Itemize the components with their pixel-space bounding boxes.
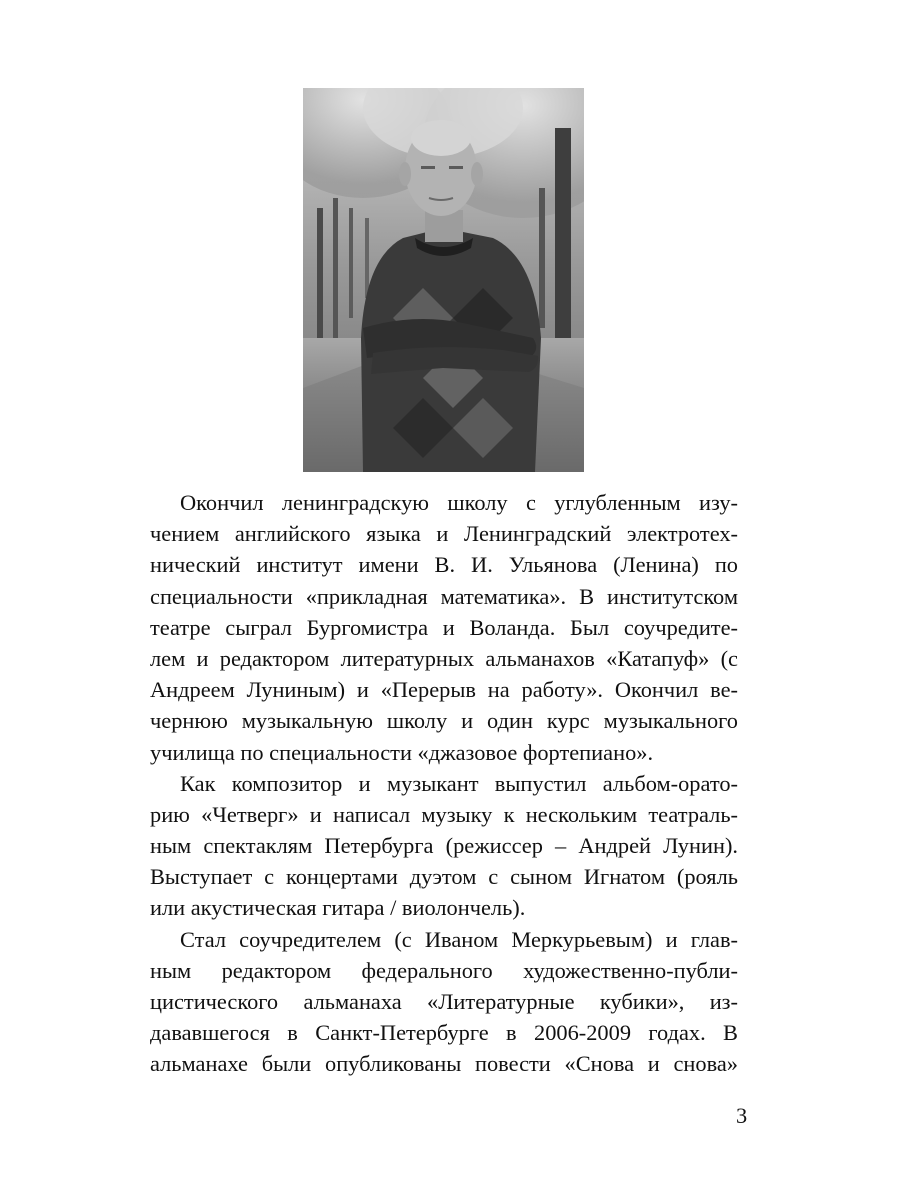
text-line: дававшегося в Санкт-Петербурге в 2006-2009 годах. В: [150, 1020, 738, 1046]
text-line: Окончил ленинградскую школу с углубленным изу-: [180, 490, 738, 515]
text-line: альманахе были опубликованы повести «Снова и снова»: [150, 1051, 738, 1077]
text-line: Стал соучредителем (с Иваном Меркурьевым) и глав-: [180, 926, 738, 952]
text-line: цистического альманаха «Литературные кубики», из-: [150, 989, 738, 1014]
main-text: [150, 487, 738, 1080]
text-line: лем и редактором литературных альманахов «Катапуф» (с: [150, 645, 738, 671]
text-line: нический институт имени В. И. Ульянова (Ленина) по: [150, 552, 738, 578]
text-line: или акустическая гитара / виолончель).: [150, 895, 526, 921]
author-photo: [303, 88, 584, 472]
text-line: ным спектаклям Петербурга (режиссер – Андрей Лунин).: [150, 833, 738, 859]
text-line: ным редактором федерального художественно-публи-: [150, 957, 738, 983]
text-line: училища по специальности «джазовое фортепиано».: [150, 739, 654, 765]
text-line: Как композитор и музыкант выпустил альбом-орато-: [180, 770, 738, 796]
text-line: Выступает с концертами дуэтом с сыном Игнатом (рояль: [150, 864, 738, 890]
text-line: специальности «прикладная математика». В институтском: [150, 583, 738, 609]
text-line: чением английского языка и Ленинградский электротех-: [150, 521, 738, 547]
page-number: 3: [736, 1103, 748, 1128]
text-line: Андреем Луниным) и «Перерыв на работу». Окончил ве-: [150, 677, 738, 703]
text-line: рию «Четверг» и написал музыку к нескольким театраль-: [150, 801, 738, 827]
text-line: чернюю музыкальную школу и один курс музыкального: [150, 708, 738, 734]
text-line: театре сыграл Бургомистра и Воланда. Был соучредите-: [150, 614, 738, 640]
